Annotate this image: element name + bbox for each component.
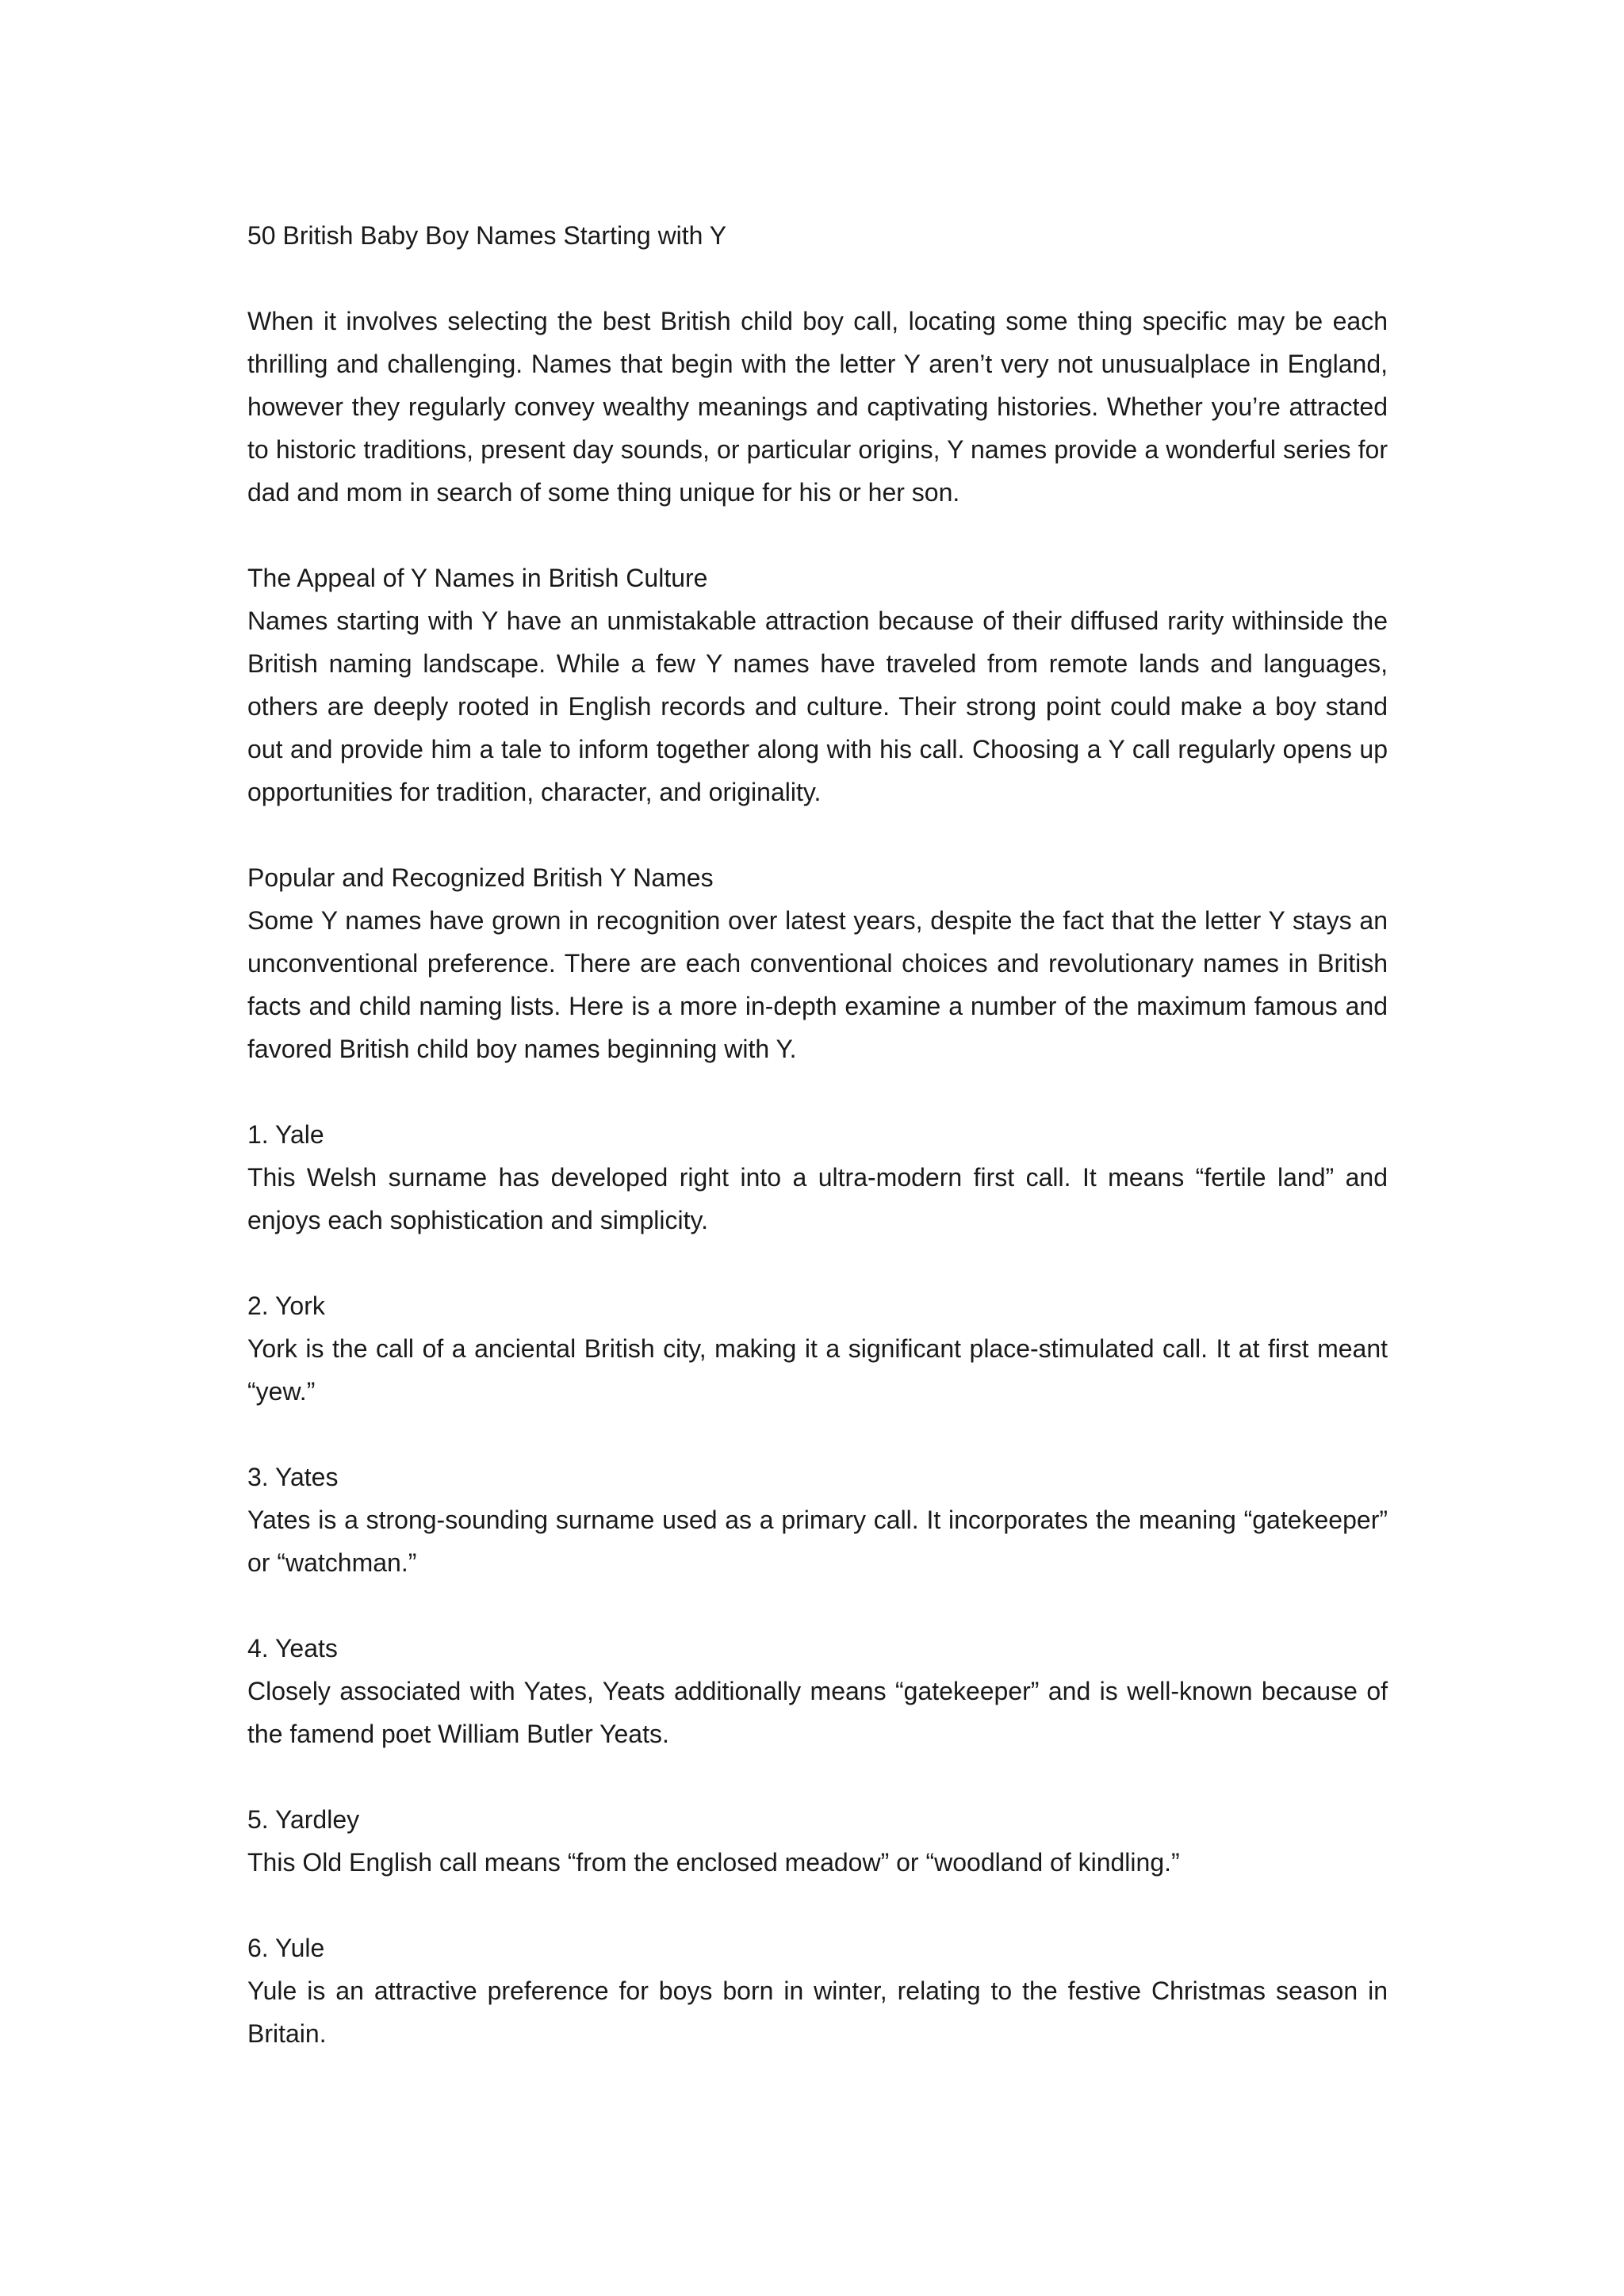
document-body: [247, 214, 1388, 2055]
section-paragraph: Some Y names have grown in recognition over latest years, despite the fact that the letter Y stays an unconventional preference. There are each conventional choices and revolutionary names in British facts and child naming lists. Here is a more in-depth examine a number of the maximum famous and favored British child boy names beginning with Y.: [247, 906, 1388, 1063]
spacer: [247, 1584, 1388, 1627]
spacer: [247, 514, 1388, 557]
name-entry-york: [247, 1284, 1388, 1413]
section-appeal: [247, 557, 1388, 813]
name-entry-yeats: [247, 1627, 1388, 1755]
section-paragraph: Names starting with Y have an unmistakable attraction because of their diffused rarity withinside the British naming landscape. While a few Y names have traveled from remote lands and languages, others are deeply rooted in English records and culture. Their strong point could make a boy stand out and provide him a tale to inform together along with his call. Choosing a Y call regularly opens up opportunities for tradition, character, and originality.: [247, 607, 1388, 806]
name-entry-yardley: [247, 1798, 1388, 1884]
name-heading: 1. Yale: [247, 1120, 324, 1149]
name-entry-yates: [247, 1456, 1388, 1584]
name-description: Closely associated with Yates, Yeats additionally means “gatekeeper” and is well-known because of the famend poet William Butler Yeats.: [247, 1677, 1388, 1748]
intro-paragraph: When it involves selecting the best British child boy call, locating some thing specific may be each thrilling and challenging. Names that begin with the letter Y aren’t very not unusualplace in England, however they regularly convey wealthy meanings and captivating histories. Whether you’re attracted to historic traditions, present day sounds, or particular origins, Y names provide a wonderful series for dad and mom in search of some thing unique for his or her son.: [247, 307, 1388, 507]
section-heading: The Appeal of Y Names in British Culture: [247, 564, 708, 592]
name-heading: 6. Yule: [247, 1934, 325, 1962]
name-heading: 2. York: [247, 1292, 325, 1320]
name-description: This Welsh surname has developed right into a ultra-modern first call. It means “fertile land” and enjoys each sophistication and simplicity.: [247, 1163, 1388, 1234]
spacer: [247, 257, 1388, 300]
name-description: This Old English call means “from the enclosed meadow” or “woodland of kindling.”: [247, 1848, 1180, 1877]
document-title: 50 British Baby Boy Names Starting with Y: [247, 221, 727, 250]
name-description: Yates is a strong-sounding surname used as a primary call. It incorporates the meaning “gatekeeper” or “watchman.”: [247, 1506, 1388, 1577]
spacer: [247, 1070, 1388, 1113]
section-popular: [247, 856, 1388, 1070]
name-description: York is the call of a anciental British city, making it a significant place-stimulated call. It at first meant “yew.”: [247, 1334, 1388, 1406]
name-heading: 3. Yates: [247, 1463, 339, 1491]
name-entry-yale: [247, 1113, 1388, 1242]
spacer: [247, 1884, 1388, 1927]
spacer: [247, 1413, 1388, 1456]
spacer: [247, 813, 1388, 856]
spacer: [247, 1242, 1388, 1284]
spacer: [247, 1755, 1388, 1798]
name-entry-yule: [247, 1927, 1388, 2055]
section-heading: Popular and Recognized British Y Names: [247, 863, 714, 892]
name-heading: 4. Yeats: [247, 1634, 338, 1663]
name-description: Yule is an attractive preference for boys born in winter, relating to the festive Christmas season in Britain.: [247, 1976, 1388, 2048]
name-heading: 5. Yardley: [247, 1805, 360, 1834]
